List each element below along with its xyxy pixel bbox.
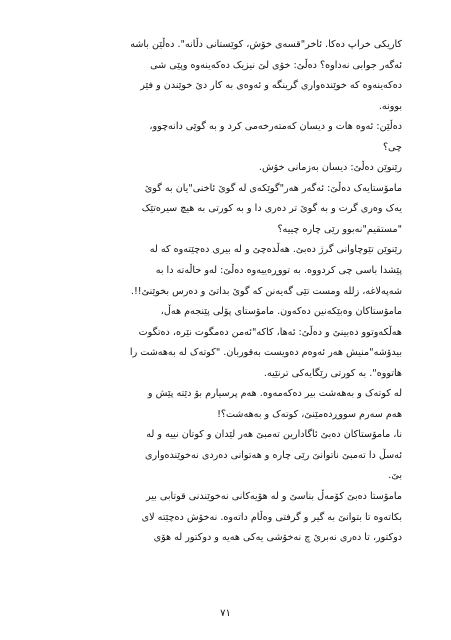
text-line: ئەگەر جوابی نەداوە؟ دەڵێ: خۆی لێ نیزیک دەکەینەوە وپێی شی: [150, 59, 402, 71]
text-line: بێ.: [388, 470, 402, 482]
page-number: ٧١: [220, 608, 231, 619]
text-line: پێشدا باسی چی کردووە. بە تووڕەییەوە دەڵێ: لەو حاڵەتە دا بە: [155, 265, 402, 277]
text-line: نا، مامۆستاکان دەبێ ئاگادارین تەمبێ هەر لێدان و کوتان نییە و لە: [146, 429, 402, 441]
text-line: مامۆستا دەبێ کۆمەڵ بناسێ و لە هۆیەکانی نەخوێندنی قوتابی بیر: [145, 491, 402, 503]
text-line: رێنوێن دەڵێ: دیسان بەزمانی خۆش.: [258, 162, 402, 174]
text-line: هەم سەرم سووڕدەمێنێ، کوتەک و بەهەشت؟!: [217, 408, 402, 420]
text-line: رێنوێن تێوچاوانی گرژ دەبێ. هەڵدەچێ و لە بیری دەچێتەوە کە لە: [149, 244, 402, 256]
text-line: "مستقیم"نەبوو رێی چارە چییە؟: [277, 223, 402, 235]
text-line: مامۆستاکان وەبێکەنین دەکەون. مامۆستای پۆلی پێنجەم هەڵ،: [160, 306, 402, 318]
text-line: یەک وەری گرت و بە گوێ تر دەری دا و بە کورتی بە هیچ سیرەتێک: [141, 203, 402, 215]
text-line: کاریکی خراپ دەکا. ئاخر"قسەی خۆش، کوێستانی دڵانە". دەڵێن باشە: [130, 39, 402, 50]
text-line: شەپەلاغە، زللە ومست تێی گەیەنن کە گوێ بداتێ و دەرس بخوێنێ!!.: [130, 285, 402, 297]
text-line: بکاتەوە تا بتوانێ بە گیر و گرفتی وەڵام داتەوە. نەخۆش دەچێتە لای: [141, 511, 402, 523]
text-line: بیدۆشە"منیش هەر ئەوەم دەویست بەقوربان. "کوتەک لە بەهەشت را: [129, 347, 402, 359]
text-line: دەڵێن: ئەوە هات و دیسان کەمتەرخەمی کرد و بە گوێی دانەچوو،: [149, 121, 402, 133]
text-line: لە کوتەک و بەهەشت بیر دەکەمەوە. هەم پرسیارم بۆ دێتە پێش و: [147, 388, 402, 400]
text-line: دوکتور، تا دەری نەبرێ چ نەخۆشی یەکی هەیە و دوکتور لە هۆی: [153, 532, 402, 544]
body-text: [60, 35, 402, 549]
text-line: دەکەینەوە کە خوێندەواری گرینگە و ئەوەی بە کار دێ خوێندن و فێر: [140, 80, 402, 92]
text-line: هاتووە". بە کورتی رێگایەکی ترنێیە.: [263, 367, 402, 379]
text-line: هەڵکەوتوو دەبینێ و دەڵێ: ئەها، کاکە"ئەمن دەمگوت نێرە، دەتگوت: [138, 326, 402, 338]
text-line: ئەسڵ دا تەمبێ ناتوانێ رێی چارە و هەتوانی دەردی نەخوێندەواری: [145, 449, 402, 461]
text-line: بوونە.: [378, 100, 402, 112]
text-line: مامۆستایەک دەڵێ: ئەگەر هەر"گوێکەی لە گوێ ئاخنی"یان بە گوێ: [144, 182, 402, 194]
text-line: چی؟: [382, 141, 402, 153]
